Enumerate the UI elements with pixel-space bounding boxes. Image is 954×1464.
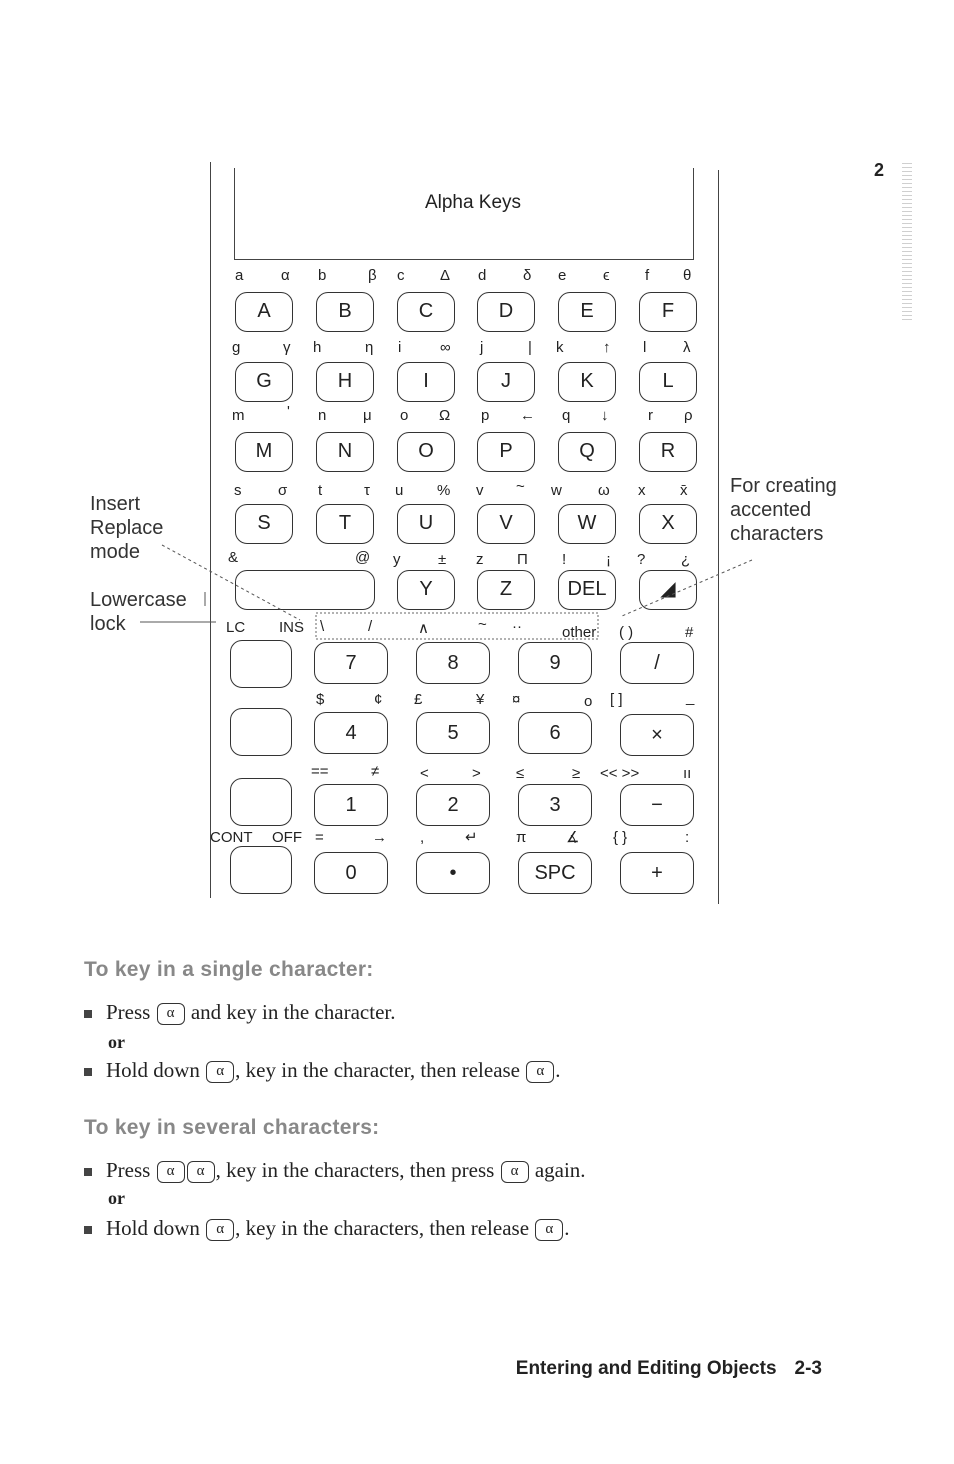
calculator-key: R — [639, 432, 697, 472]
key-shift-label: ↑ — [603, 339, 611, 356]
key-shift-label: CONT — [210, 829, 253, 846]
key-shift-label: d — [478, 267, 487, 284]
key-shift-label: η — [365, 339, 374, 356]
footer-title: Entering and Editing Objects — [515, 1358, 777, 1379]
key-shift-label: → — [372, 829, 387, 846]
key-shift-label: c — [397, 267, 405, 284]
alpha-key: α — [187, 1161, 215, 1183]
alpha-key: α — [501, 1161, 529, 1183]
key-shift-label: $ — [316, 691, 325, 708]
key-shift-label: k — [556, 339, 564, 356]
key-shift-label: / — [368, 618, 373, 635]
page-footer — [516, 1358, 822, 1380]
key-shift-label: [ ] — [610, 691, 623, 708]
key-shift-label: o — [584, 693, 593, 710]
calculator-key: M — [235, 432, 293, 472]
annotation-line: accented — [730, 499, 812, 521]
calculator-key: − — [620, 784, 694, 826]
key-shift-label: ? — [637, 551, 646, 568]
key-shift-label: τ — [364, 482, 370, 499]
calculator-key: B — [316, 292, 374, 332]
bullet-square — [84, 1168, 92, 1176]
key-shift-label: ¿ — [681, 551, 691, 568]
calculator-key: F — [639, 292, 697, 332]
key-shift-label: INS — [279, 619, 305, 636]
calculator-key: N — [316, 432, 374, 472]
key-shift-label: p — [481, 407, 490, 424]
chapter-tab-number: 2 — [874, 160, 885, 180]
key-shift-label: > — [472, 765, 481, 782]
key-shift-label: ∞ — [440, 339, 451, 356]
section-heading: To key in several characters: — [84, 1116, 380, 1139]
key-shift-label: μ — [363, 407, 372, 424]
calculator-key: SPC — [518, 852, 592, 894]
key-shift-label: ∧ — [418, 620, 429, 637]
key-shift-label: ↓ — [601, 407, 609, 424]
key-shift-label: , — [420, 829, 425, 846]
key-shift-label: & — [228, 549, 239, 566]
bullet-square — [84, 1226, 92, 1234]
page-number: 2-3 — [794, 1358, 822, 1379]
calculator-key: + — [620, 852, 694, 894]
key-shift-label: b — [318, 267, 327, 284]
key-shift-label: OFF — [272, 829, 302, 846]
calculator-key: 6 — [518, 712, 592, 754]
key-shift-label: @ — [355, 549, 371, 566]
calculator-key: 9 — [518, 642, 592, 684]
key-shift-label: = — [315, 829, 324, 846]
calculator-key: 1 — [314, 784, 388, 826]
key-shift-label: n — [318, 407, 327, 424]
calculator-key: • — [416, 852, 490, 894]
key-shift-label: Δ — [440, 267, 451, 284]
key-shift-label: ( ) — [619, 624, 634, 641]
annotation-line: Insert — [90, 493, 141, 515]
calculator-key: / — [620, 642, 694, 684]
text: again. — [529, 1158, 586, 1182]
key-shift-label: ·· — [512, 618, 522, 635]
calculator-key: 3 — [518, 784, 592, 826]
instruction-item — [84, 1158, 586, 1183]
calculator-key: J — [477, 362, 535, 402]
alpha-key: α — [157, 1161, 185, 1183]
annotation-line: Lowercase — [90, 589, 187, 611]
key-shift-label: ϵ — [603, 267, 610, 284]
key-shift-label: e — [558, 267, 567, 284]
key-shift-label: Π — [517, 551, 528, 568]
key-shift-label: o — [400, 407, 409, 424]
key-shift-label: other — [562, 624, 597, 641]
key-shift-label: ' — [287, 403, 290, 420]
key-shift-label: w — [551, 482, 562, 499]
calculator-key: 5 — [416, 712, 490, 754]
key-shift-label: ¢ — [374, 691, 383, 708]
key-shift-label: # — [685, 624, 694, 641]
key-shift-label: s — [234, 482, 242, 499]
calculator-key: S — [235, 504, 293, 544]
key-shift-label: π — [516, 829, 527, 846]
key-shift-label: < — [420, 765, 429, 782]
key-shift-label: ↵ — [465, 829, 478, 846]
key-shift-label: λ — [683, 339, 691, 356]
key-shift-label: ! — [562, 551, 567, 568]
calculator-key: T — [316, 504, 374, 544]
key-shift-label: ¡ — [606, 551, 611, 568]
key-shift-label: θ — [683, 267, 692, 284]
key-shift-label: \ — [320, 618, 325, 635]
calculator-key: DEL — [558, 570, 616, 610]
calculator-key: 2 — [416, 784, 490, 826]
key-shift-label: α — [281, 267, 290, 284]
text: and key in the character. — [185, 1000, 396, 1024]
key-shift-label: £ — [414, 691, 423, 708]
key-shift-label: j — [480, 339, 484, 356]
key-shift-label: r — [648, 407, 653, 424]
key-shift-label: _ — [686, 689, 695, 706]
key-shift-label: ¥ — [476, 691, 485, 708]
key-shift-label: % — [437, 482, 451, 499]
key-shift-label: { } — [613, 829, 628, 846]
key-shift-label: h — [313, 339, 322, 356]
text: Hold down — [106, 1058, 206, 1082]
alpha-key: α — [526, 1061, 554, 1083]
key-shift-label: ∡ — [566, 829, 580, 846]
bullet-square — [84, 1068, 92, 1076]
key-shift-label: q — [562, 407, 571, 424]
key-shift-label: g — [232, 339, 241, 356]
calculator-key: E — [558, 292, 616, 332]
text: . — [555, 1058, 561, 1082]
calculator-key: H — [316, 362, 374, 402]
calculator-key: L — [639, 362, 697, 402]
key-shift-label: γ — [283, 339, 291, 356]
key-shift-label: i — [398, 339, 402, 356]
key-shift-label: ≤ — [516, 765, 525, 782]
alpha-key: α — [206, 1219, 234, 1241]
instruction-item — [84, 1000, 396, 1025]
calculator-key: Q — [558, 432, 616, 472]
key-shift-label: ıı — [683, 765, 692, 782]
key-shift-label: ω — [598, 482, 610, 499]
calculator-key: 8 — [416, 642, 490, 684]
text: , key in the characters, then press — [215, 1158, 500, 1182]
key-shift-label: δ — [523, 267, 532, 284]
calculator-key: W — [558, 504, 616, 544]
alpha-key: α — [535, 1219, 563, 1241]
diagram-title: Alpha Keys — [424, 192, 522, 213]
key-shift-label: : — [685, 829, 690, 846]
text: . — [564, 1216, 570, 1240]
calculator-key: C — [397, 292, 455, 332]
key-shift-label: == — [311, 763, 329, 780]
calculator-key: X — [639, 504, 697, 544]
key-shift-label: ~ — [478, 616, 487, 633]
calculator-key: 4 — [314, 712, 388, 754]
annotation-line: For creating — [730, 475, 837, 497]
lowercase-lock-annotation — [90, 588, 187, 636]
annotation-line: Replace — [90, 517, 164, 539]
calculator-key: ◢ — [639, 570, 697, 610]
instruction-item — [84, 1058, 561, 1083]
calculator-key: O — [397, 432, 455, 472]
calculator-key: I — [397, 362, 455, 402]
key-shift-label: ± — [438, 551, 447, 568]
text: Press — [106, 1158, 156, 1182]
instruction-item — [84, 1216, 570, 1241]
calculator-key: P — [477, 432, 535, 472]
key-shift-label: x̄ — [680, 482, 688, 499]
key-shift-label: Ω — [439, 407, 451, 424]
key-shift-label: ← — [520, 407, 535, 424]
key-shift-label: z — [476, 551, 484, 568]
calculator-key: V — [477, 504, 535, 544]
accented-characters-annotation — [730, 474, 837, 546]
text: , key in the character, then release — [235, 1058, 526, 1082]
calculator-key: × — [620, 714, 694, 756]
key-shift-label: u — [395, 482, 404, 499]
calculator-key: D — [477, 292, 535, 332]
key-shift-label: σ — [278, 482, 288, 499]
annotation-line: lock — [90, 613, 126, 635]
key-shift-label: ρ — [684, 407, 693, 424]
calculator-key: K — [558, 362, 616, 402]
annotation-line: characters — [730, 523, 824, 545]
key-shift-label: x — [638, 482, 646, 499]
calculator-key: A — [235, 292, 293, 332]
key-shift-label: ≠ — [371, 763, 380, 780]
key-shift-label: f — [645, 267, 650, 284]
key-shift-label: a — [235, 267, 244, 284]
key-shift-label: m — [232, 407, 245, 424]
bullet-square — [84, 1010, 92, 1018]
key-shift-label: β — [368, 267, 377, 284]
section-heading: To key in a single character: — [84, 958, 374, 981]
key-shift-label: t — [318, 482, 323, 499]
calculator-key: U — [397, 504, 455, 544]
key-shift-label: v — [476, 482, 484, 499]
calculator-key: Y — [397, 570, 455, 610]
key-shift-label: ¤ — [512, 691, 521, 708]
annotation-line: mode — [90, 541, 141, 563]
text: , key in the characters, then release — [235, 1216, 535, 1240]
text: Hold down — [106, 1216, 206, 1240]
key-shift-label: << >> — [600, 765, 640, 782]
key-shift-label: l — [643, 339, 647, 356]
key-shift-label: ≥ — [572, 765, 581, 782]
key-shift-label: ~ — [516, 478, 525, 495]
key-shift-label: y — [393, 551, 401, 568]
calculator-key: Z — [477, 570, 535, 610]
calculator-key: G — [235, 362, 293, 402]
calculator-key: 0 — [314, 852, 388, 894]
or-separator: or — [108, 1188, 125, 1208]
key-shift-label: LC — [226, 619, 246, 636]
insert-replace-annotation — [90, 492, 163, 564]
text: Press — [106, 1000, 156, 1024]
key-shift-label: | — [528, 339, 532, 356]
calculator-key: 7 — [314, 642, 388, 684]
or-separator: or — [108, 1032, 125, 1052]
alpha-key: α — [157, 1003, 185, 1025]
alpha-key: α — [206, 1061, 234, 1083]
